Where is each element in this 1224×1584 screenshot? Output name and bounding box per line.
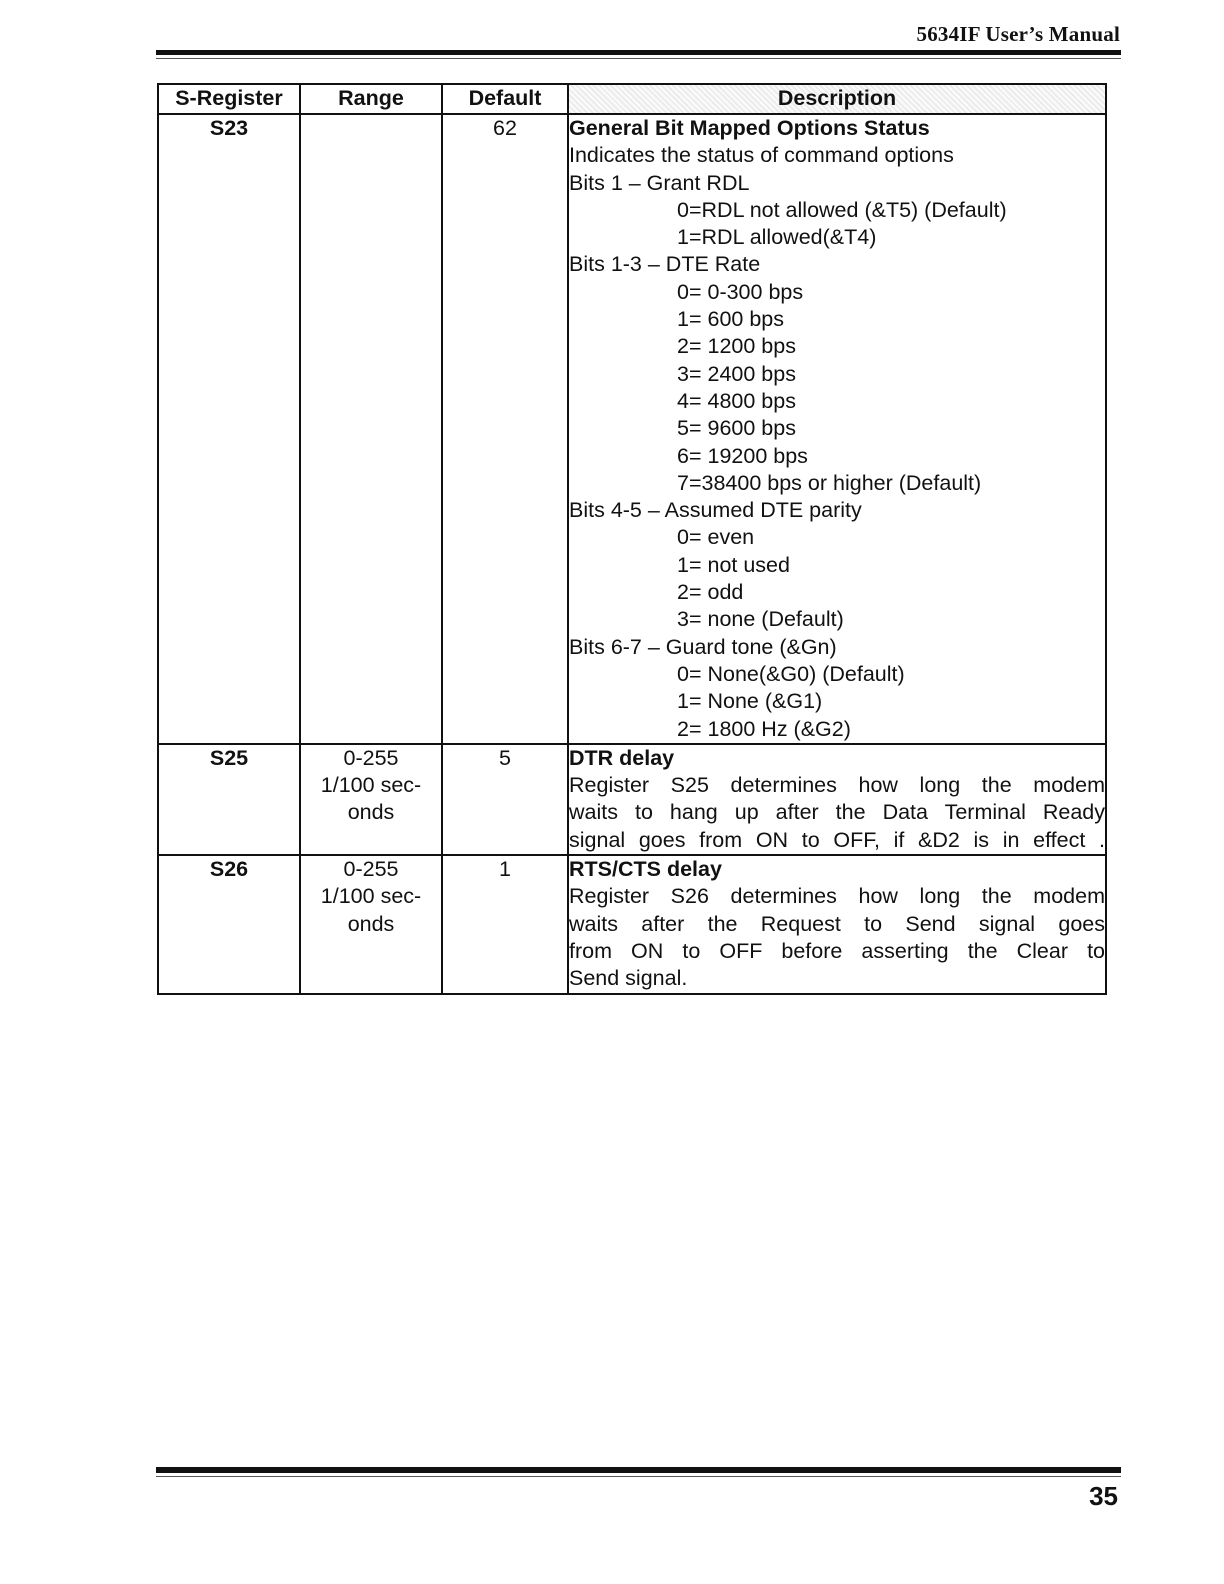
range-line: 0-255 [343, 745, 399, 770]
default-cell: 1 [442, 855, 568, 993]
header-description: Description [568, 84, 1106, 114]
range-cell [300, 114, 442, 744]
description-option: 5= 9600 bps [677, 416, 796, 441]
register-cell: S25 [158, 744, 300, 855]
description-line: Register S25 determines how long the modem [569, 773, 1105, 798]
description-option: 4= 4800 bps [677, 388, 796, 413]
default-cell: 62 [442, 114, 568, 744]
description-line: Register S26 determines how long the modem [569, 884, 1105, 909]
description-line: Send signal. [569, 966, 688, 991]
header-range: Range [300, 84, 442, 114]
header-default: Default [442, 84, 568, 114]
description-cell [568, 855, 1106, 993]
description-option: 1=RDL allowed(&T4) [677, 225, 877, 250]
description-line: signal goes from ON to OFF, if &D2 is in effect . [569, 827, 1105, 852]
table-row [158, 114, 1106, 744]
description-line: waits after the Request to Send signal goes [569, 911, 1105, 936]
range-line: onds [347, 800, 395, 825]
description-option: 2= 1200 bps [677, 334, 796, 359]
header-s-register: S-Register [158, 84, 300, 114]
header-rule-thin [156, 58, 1121, 59]
s-register-table [157, 83, 1107, 995]
description-option: 6= 19200 bps [677, 443, 808, 468]
description-line: Indicates the status of command options [569, 143, 954, 168]
description-line: Bits 1-3 – DTE Rate [569, 252, 761, 277]
description-cell [568, 744, 1106, 855]
description-option: 2= 1800 Hz (&G2) [677, 716, 851, 741]
description-title: RTS/CTS delay [569, 857, 722, 882]
description-option: 3= 2400 bps [677, 361, 796, 386]
range-line: 0-255 [343, 857, 399, 882]
range-line: 1/100 sec- [320, 884, 422, 909]
description-line: Bits 1 – Grant RDL [569, 170, 750, 195]
page-number: 35 [1089, 1481, 1118, 1511]
footer-rule-thin [156, 1476, 1121, 1477]
table-row [158, 855, 1106, 993]
range-line: 1/100 sec- [320, 773, 422, 798]
description-cell [568, 114, 1106, 744]
description-line: from ON to OFF before asserting the Clear to [569, 938, 1105, 963]
description-option: 1= 600 bps [677, 307, 784, 332]
description-option: 3= none (Default) [677, 607, 844, 632]
description-line: Bits 4-5 – Assumed DTE parity [569, 498, 862, 523]
description-option: 0= None(&G0) (Default) [677, 661, 905, 686]
description-option: 1= None (&G1) [677, 689, 823, 714]
range-cell [300, 855, 442, 993]
description-option: 0= 0-300 bps [677, 279, 804, 304]
description-line: Bits 6-7 – Guard tone (&Gn) [569, 634, 837, 659]
running-header-title: 5634IF User’s Manual [916, 22, 1120, 46]
footer-rule-thick [156, 1467, 1121, 1473]
table-row [158, 744, 1106, 855]
range-cell [300, 744, 442, 855]
table-header-row [158, 84, 1106, 114]
description-option: 7=38400 bps or higher (Default) [677, 470, 982, 495]
register-cell: S26 [158, 855, 300, 993]
table-body [158, 114, 1106, 994]
description-option: 1= not used [677, 552, 790, 577]
header-rule-thick [156, 50, 1121, 55]
description-title: DTR delay [569, 745, 675, 770]
register-cell: S23 [158, 114, 300, 744]
description-title: General Bit Mapped Options Status [569, 116, 930, 140]
range-line: onds [347, 911, 395, 936]
default-cell: 5 [442, 744, 568, 855]
description-line: waits to hang up after the Data Terminal Ready [569, 800, 1105, 825]
description-option: 2= odd [677, 580, 744, 605]
description-option: 0= even [677, 525, 755, 550]
description-option: 0=RDL not allowed (&T5) (Default) [677, 197, 1007, 222]
